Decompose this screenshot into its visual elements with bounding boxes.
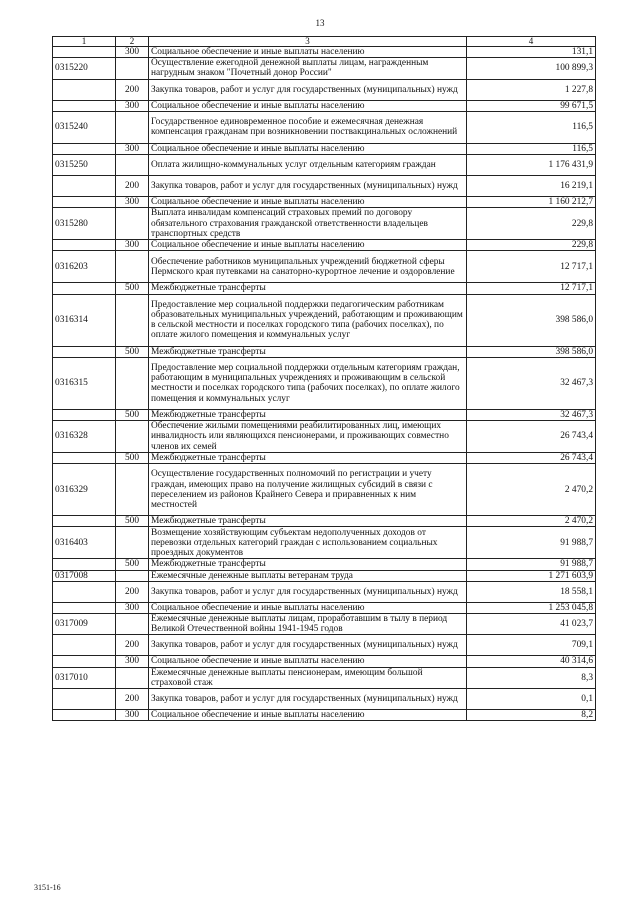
row-sum: 1 271 603,9	[467, 570, 596, 581]
row-code: 0315280	[53, 208, 116, 240]
row-name: Закупка товаров, работ и услуг для государственных (муниципальных) нужд	[149, 689, 467, 710]
row-code	[53, 176, 116, 197]
row-expense-type: 500	[116, 409, 149, 420]
table-row	[53, 155, 596, 176]
row-code	[53, 346, 116, 357]
row-sum: 18 558,1	[467, 581, 596, 602]
budget-table-body	[53, 37, 596, 721]
row-expense-type: 300	[116, 710, 149, 721]
table-row	[53, 421, 596, 453]
row-name: Межбюджетные трансферты	[149, 453, 467, 464]
row-sum: 0,1	[467, 689, 596, 710]
row-sum: 1 227,8	[467, 79, 596, 100]
row-sum: 99 671,5	[467, 100, 596, 111]
page-number: 13	[315, 18, 325, 28]
row-code	[53, 143, 116, 154]
row-expense-type: 500	[116, 283, 149, 294]
row-name: Закупка товаров, работ и услуг для государственных (муниципальных) нужд	[149, 635, 467, 656]
row-name: Социальное обеспечение и иные выплаты населению	[149, 240, 467, 251]
table-row	[53, 47, 596, 58]
row-expense-type	[116, 667, 149, 688]
row-code: 0316203	[53, 251, 116, 283]
row-code	[53, 409, 116, 420]
row-code	[53, 197, 116, 208]
row-expense-type: 500	[116, 346, 149, 357]
row-expense-type	[116, 570, 149, 581]
row-expense-type: 300	[116, 197, 149, 208]
row-code	[53, 710, 116, 721]
row-sum: 398 586,0	[467, 294, 596, 346]
row-name: Предоставление мер социальной поддержки педагогическим работникам образовательных муниципальных учреждений, работающим и проживающим в сельской местности и поселках городского типа (рабочих поселках), по оплате жилого помещения и коммунальных услуг	[149, 294, 467, 346]
row-code: 0315240	[53, 111, 116, 143]
row-code	[53, 516, 116, 527]
row-expense-type	[116, 294, 149, 346]
row-expense-type	[116, 155, 149, 176]
table-row	[53, 614, 596, 635]
row-code	[53, 581, 116, 602]
row-expense-type: 500	[116, 559, 149, 570]
row-name: Социальное обеспечение и иные выплаты населению	[149, 143, 467, 154]
table-row	[53, 409, 596, 420]
row-code	[53, 79, 116, 100]
table-row	[53, 100, 596, 111]
row-sum: 229,8	[467, 240, 596, 251]
row-code: 0317009	[53, 614, 116, 635]
row-code	[53, 656, 116, 667]
budget-table	[52, 36, 596, 721]
footer-code: 3151-16	[34, 883, 61, 892]
row-sum: 100 899,3	[467, 58, 596, 79]
row-sum: 12 717,1	[467, 283, 596, 294]
table-row	[53, 710, 596, 721]
row-name: Возмещение хозяйствующим субъектам недополученных доходов от перевозки отдельных категорий граждан с использованием социальных проездных документов	[149, 527, 467, 559]
row-code: 0316403	[53, 527, 116, 559]
row-code: 0316315	[53, 357, 116, 409]
row-sum: 116,5	[467, 111, 596, 143]
row-code	[53, 559, 116, 570]
row-code: 0316329	[53, 464, 116, 516]
table-row	[53, 581, 596, 602]
row-expense-type: 200	[116, 176, 149, 197]
table-row	[53, 570, 596, 581]
row-expense-type: 300	[116, 100, 149, 111]
row-expense-type: 200	[116, 79, 149, 100]
row-sum: 91 988,7	[467, 559, 596, 570]
table-row	[53, 667, 596, 688]
row-sum: 91 988,7	[467, 527, 596, 559]
header-col-1: 1	[53, 37, 116, 47]
header-col-2: 2	[116, 37, 149, 47]
row-sum: 131,1	[467, 47, 596, 58]
row-name: Предоставление мер социальной поддержки отдельным категориям граждан, работающим в муниципальных учреждениях и проживающим в сельской местности и поселках городского типа (рабочих поселках), по оплате жилого помещения и коммунальных услуг	[149, 357, 467, 409]
row-sum: 398 586,0	[467, 346, 596, 357]
row-name: Межбюджетные трансферты	[149, 516, 467, 527]
row-name: Межбюджетные трансферты	[149, 283, 467, 294]
row-name: Осуществление государственных полномочий по регистрации и учету граждан, имеющих право на получение жилищных субсидий в связи с переселением из районов Крайнего Севера и приравненных к ним местностей	[149, 464, 467, 516]
table-row	[53, 689, 596, 710]
table-row	[53, 516, 596, 527]
row-code: 0316314	[53, 294, 116, 346]
table-row	[53, 635, 596, 656]
header-col-4: 4	[467, 37, 596, 47]
row-expense-type: 300	[116, 656, 149, 667]
row-name: Ежемесячные денежные выплаты лицам, проработавшим в тылу в период Великой Отечественной войны 1941-1945 годов	[149, 614, 467, 635]
row-name: Выплата инвалидам компенсаций страховых премий по договору обязательного страхования гражданской ответственности владельцев транспортных средств	[149, 208, 467, 240]
table-row	[53, 559, 596, 570]
row-code: 0316328	[53, 421, 116, 453]
row-name: Социальное обеспечение и иные выплаты населению	[149, 710, 467, 721]
row-name: Социальное обеспечение и иные выплаты населению	[149, 602, 467, 613]
row-sum: 1 176 431,9	[467, 155, 596, 176]
row-code	[53, 100, 116, 111]
row-name: Осуществление ежегодной денежной выплаты лицам, награжденным нагрудным знаком "Почетный донор России"	[149, 58, 467, 79]
row-expense-type	[116, 464, 149, 516]
header-col-3: 3	[149, 37, 467, 47]
table-row	[53, 464, 596, 516]
row-code: 0317008	[53, 570, 116, 581]
row-name: Ежемесячные денежные выплаты ветеранам труда	[149, 570, 467, 581]
row-expense-type	[116, 421, 149, 453]
row-sum: 41 023,7	[467, 614, 596, 635]
row-code: 0315220	[53, 58, 116, 79]
row-code	[53, 283, 116, 294]
table-row	[53, 208, 596, 240]
row-sum: 26 743,4	[467, 453, 596, 464]
table-row	[53, 240, 596, 251]
row-sum: 32 467,3	[467, 409, 596, 420]
row-sum: 32 467,3	[467, 357, 596, 409]
row-expense-type	[116, 357, 149, 409]
row-code	[53, 47, 116, 58]
table-row	[53, 58, 596, 79]
table-row	[53, 656, 596, 667]
table-row	[53, 251, 596, 283]
table-row	[53, 527, 596, 559]
table-row	[53, 602, 596, 613]
row-code: 0317010	[53, 667, 116, 688]
row-name: Социальное обеспечение и иные выплаты населению	[149, 197, 467, 208]
row-sum: 229,8	[467, 208, 596, 240]
row-code	[53, 453, 116, 464]
table-row	[53, 79, 596, 100]
row-sum: 16 219,1	[467, 176, 596, 197]
row-expense-type: 200	[116, 581, 149, 602]
table-row	[53, 294, 596, 346]
row-sum: 2 470,2	[467, 516, 596, 527]
row-expense-type: 500	[116, 516, 149, 527]
row-expense-type: 300	[116, 602, 149, 613]
table-row	[53, 346, 596, 357]
row-expense-type: 300	[116, 47, 149, 58]
table-row	[53, 453, 596, 464]
row-expense-type: 200	[116, 689, 149, 710]
row-name: Межбюджетные трансферты	[149, 559, 467, 570]
row-expense-type: 300	[116, 143, 149, 154]
row-name: Социальное обеспечение и иные выплаты населению	[149, 656, 467, 667]
row-sum: 26 743,4	[467, 421, 596, 453]
row-sum: 1 253 045,8	[467, 602, 596, 613]
row-name: Межбюджетные трансферты	[149, 409, 467, 420]
row-code	[53, 240, 116, 251]
table-header-row	[53, 37, 596, 47]
row-expense-type	[116, 614, 149, 635]
table-row	[53, 111, 596, 143]
table-row	[53, 197, 596, 208]
row-expense-type: 500	[116, 453, 149, 464]
row-name: Ежемесячные денежные выплаты пенсионерам, имеющим большой страховой стаж	[149, 667, 467, 688]
row-expense-type: 300	[116, 240, 149, 251]
row-name: Обеспечение работников муниципальных учреждений бюджетной сферы Пермского края путевками на санаторно-курортное лечение и оздоровление	[149, 251, 467, 283]
row-name: Закупка товаров, работ и услуг для государственных (муниципальных) нужд	[149, 176, 467, 197]
row-name: Социальное обеспечение и иные выплаты населению	[149, 100, 467, 111]
row-expense-type	[116, 527, 149, 559]
row-sum: 8,3	[467, 667, 596, 688]
row-name: Закупка товаров, работ и услуг для государственных (муниципальных) нужд	[149, 79, 467, 100]
table-row	[53, 283, 596, 294]
row-code	[53, 602, 116, 613]
row-code: 0315250	[53, 155, 116, 176]
row-sum: 2 470,2	[467, 464, 596, 516]
row-expense-type	[116, 208, 149, 240]
row-name: Закупка товаров, работ и услуг для государственных (муниципальных) нужд	[149, 581, 467, 602]
row-expense-type	[116, 251, 149, 283]
row-sum: 709,1	[467, 635, 596, 656]
row-sum: 1 160 212,7	[467, 197, 596, 208]
row-sum: 116,5	[467, 143, 596, 154]
row-name: Оплата жилищно-коммунальных услуг отдельным категориям граждан	[149, 155, 467, 176]
table-row	[53, 176, 596, 197]
row-sum: 40 314,6	[467, 656, 596, 667]
table-row	[53, 357, 596, 409]
row-name: Государственное единовременное пособие и ежемесячная денежная компенсация гражданам при возникновении поствакцинальных осложнений	[149, 111, 467, 143]
row-sum: 8,2	[467, 710, 596, 721]
row-code	[53, 635, 116, 656]
row-expense-type: 200	[116, 635, 149, 656]
row-name: Обеспечение жилыми помещениями реабилитированных лиц, имеющих инвалидность или являющихся пенсионерами, и проживающих совместно членов их семей	[149, 421, 467, 453]
row-name: Межбюджетные трансферты	[149, 346, 467, 357]
row-code	[53, 689, 116, 710]
row-sum: 12 717,1	[467, 251, 596, 283]
table-row	[53, 143, 596, 154]
row-expense-type	[116, 111, 149, 143]
row-expense-type	[116, 58, 149, 79]
row-name: Социальное обеспечение и иные выплаты населению	[149, 47, 467, 58]
